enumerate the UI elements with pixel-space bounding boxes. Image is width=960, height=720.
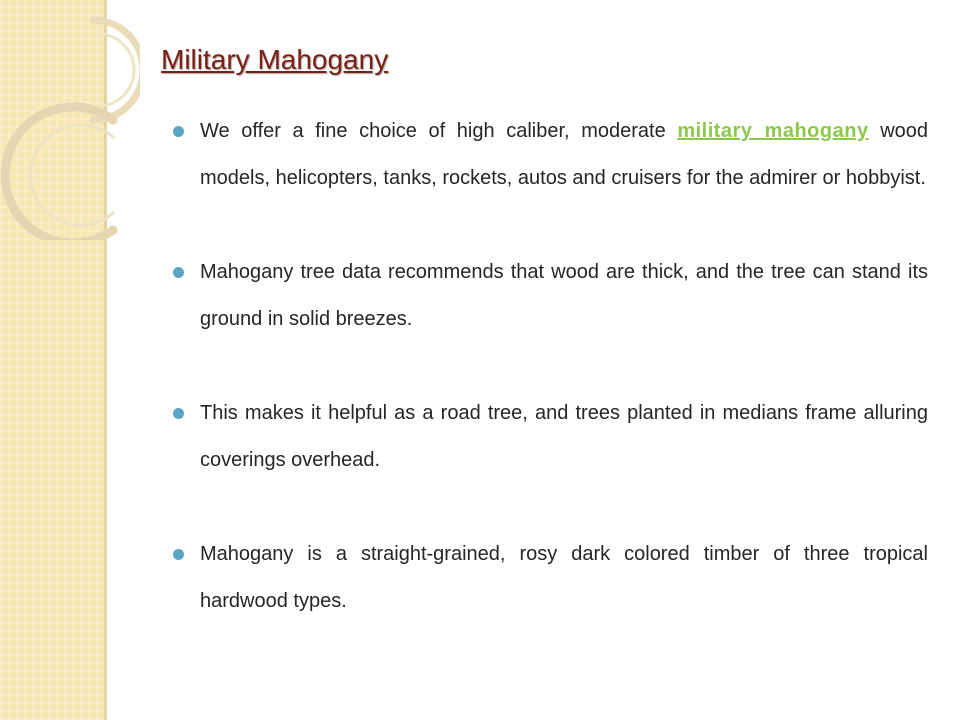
decorative-ring-upper-inner bbox=[98, 34, 134, 106]
bullet-item bbox=[172, 108, 928, 202]
bullet-list bbox=[172, 108, 928, 672]
bullet-text-rest: wood models, helicopters, tanks, rockets, autos and cruisers for the admirer or hobbyist. bbox=[200, 120, 929, 189]
slide-title: Military Mahogany bbox=[161, 44, 389, 75]
bullet-dot-icon bbox=[173, 126, 184, 137]
bullet-text: Mahogany is a straight-grained, rosy dark colored timber of three tropical hardwood types. bbox=[200, 543, 928, 612]
bullet-dot-icon bbox=[173, 267, 184, 278]
bullet-item bbox=[172, 390, 928, 484]
bullet-item bbox=[172, 531, 928, 625]
bullet-text-intro: We offer a fine choice of high caliber, moderate bbox=[200, 120, 678, 142]
decorative-ring-lower-inner bbox=[31, 125, 113, 225]
bullet-text: This makes it helpful as a road tree, and trees planted in medians frame alluring coverings overhead. bbox=[200, 402, 928, 471]
bullet-dot-icon bbox=[173, 549, 184, 560]
military-mahogany-link[interactable]: military mahogany bbox=[677, 120, 869, 142]
decorative-rings bbox=[0, 0, 140, 240]
bullet-item bbox=[172, 249, 928, 343]
bullet-text: Mahogany tree data recommends that wood are thick, and the tree can stand its ground in solid breezes. bbox=[200, 261, 928, 330]
bullet-dot-icon bbox=[173, 408, 184, 419]
